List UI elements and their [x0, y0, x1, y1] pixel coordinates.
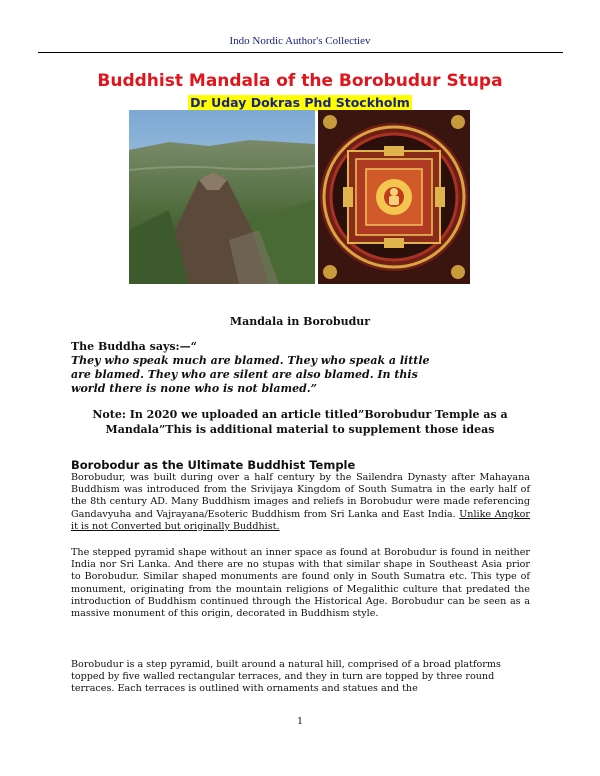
note-paragraph: Note: In 2020 we uploaded an article titled”Borobudur Temple as a Mandala”This is additional material to supplement those ideas [92, 408, 508, 436]
aerial-volcano-landscape-photo [129, 110, 315, 284]
document-title: Buddhist Mandala of the Borobudur Stupa [97, 71, 503, 91]
paragraph-1-underlined: Unlike Angkor it is not Converted but originally Buddhist. [71, 508, 530, 532]
section-title: Mandala in Borobudur [229, 315, 371, 328]
paragraph-1-text: Borobudur, was built during over a half century by the Sailendra Dynasty after Mahayana Buddhism was introduced from the Srivijaya Kingdom of South Sumatra in the early half of the 8th century AD. Many Buddhism images and reliefs in Borobudur were made referencing Gandavyuha and Vajrayana/Esoteric Buddhism from Sri Lanka and East India. [71, 472, 530, 520]
page-number: 1 [296, 716, 304, 727]
running-header: Indo Nordic Author's Collectiev [229, 35, 371, 47]
author-name: Dr Uday Dokras Phd Stockholm [190, 95, 410, 110]
paragraph-1 [71, 472, 530, 533]
paragraph-3: Borobudur is a step pyramid, built around a natural hill, comprised of a broad platforms topped by five walled rectangular terraces, and they in turn are topped by three round terraces. Each terraces is outlined with ornaments and statues and the [71, 659, 501, 695]
author-line [0, 92, 600, 111]
paragraph-2: The stepped pyramid shape without an inner space as found at Borobudur is found in neither India nor Sri Lanka. And there are no stupas with that similar shape in Southeast Asia prior to Borobudur. Similar shaped monuments are found only in South Sumatra etc. This type of monument, originating from the mountain religions of Megalithic culture that predated the introduction of Buddhism continued through the Historical Age. Borobudur can be seen as a massive monument of this origin, decorated in Buddhism style. [71, 547, 530, 620]
header-divider [38, 52, 563, 53]
tibetan-mandala-painting [318, 110, 470, 284]
quote-intro: The Buddha says:—“ [71, 340, 197, 353]
article-heading: Borobodur as the Ultimate Buddhist Temple [71, 458, 356, 472]
buddha-quote: They who speak much are blamed. They who speak a little are blamed. They who are silent are also blamed. In this world there is none who is not blamed.” [71, 354, 430, 395]
